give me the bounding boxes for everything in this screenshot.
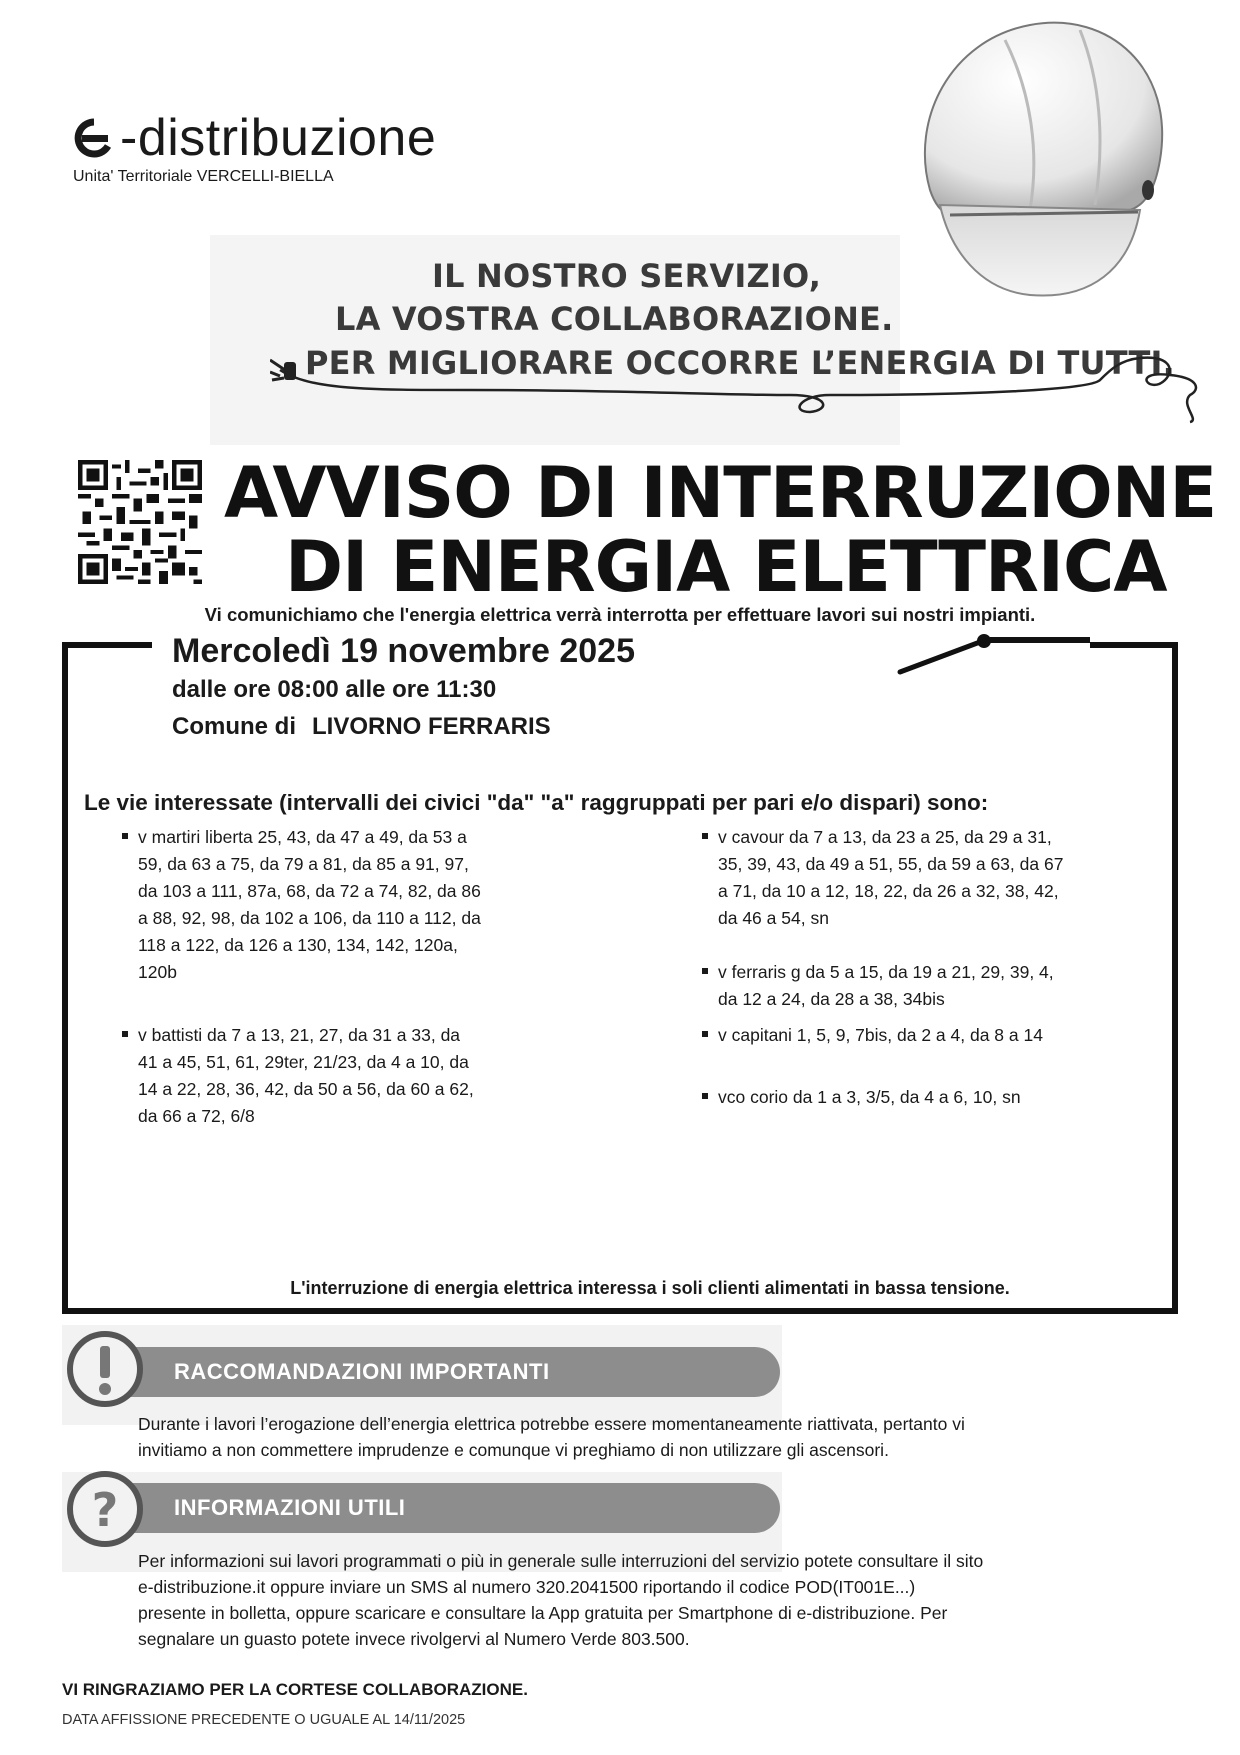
- power-cable-icon: [270, 350, 1210, 430]
- list-item: v cavour da 7 a 13, da 23 a 25, da 29 a 31, 35, 39, 43, da 49 a 51, 55, da 59 a 63, da 67 a 71, da 10 a 12, 18, 22, da 26 a 32, 38, 42, da 46 a 54, sn: [702, 824, 1142, 932]
- bullet-icon: [702, 1093, 708, 1099]
- intro-text: Vi comunichiamo che l'energia elettrica verrà interrotta per effettuare lavori sui nostri impianti.: [204, 604, 1036, 625]
- frame-top-right: [1090, 642, 1178, 648]
- bullet-icon: [702, 1031, 708, 1037]
- territorial-unit: Unita' Territoriale VERCELLI-BIELLA: [73, 168, 334, 185]
- notice-title-line-1: AVVISO DI INTERRUZIONE: [224, 452, 1217, 534]
- e-logo-icon: [72, 116, 116, 160]
- list-item: v capitani 1, 5, 9, 7bis, da 2 a 4, da 8 a 14: [702, 1022, 1142, 1049]
- qr-code[interactable]: [78, 460, 202, 584]
- flashlight-icon: [880, 630, 1100, 680]
- frame-top-left: [62, 642, 152, 648]
- comune-line: [172, 713, 551, 741]
- low-voltage-note: L'interruzione di energia elettrica interessa i soli clienti alimentati in bassa tensione.: [290, 1278, 1010, 1298]
- question-icon: [66, 1470, 144, 1548]
- info-title: INFORMAZIONI UTILI: [174, 1495, 406, 1520]
- thanks-text: VI RINGRAZIAMO PER LA CORTESE COLLABORAZIONE.: [62, 1680, 528, 1699]
- interruption-date: Mercoledì 19 novembre 2025: [172, 632, 636, 670]
- slogan-line-3: PER MIGLIORARE OCCORRE L’ENERGIA DI TUTTI.: [305, 344, 1175, 382]
- recommendations-text: Durante i lavori l’erogazione dell’energia elettrica potrebbe essere momentaneamente riattivata, pertanto vi invitiamo a non commettere imprudenze e comunque vi preghiamo di non utilizzare gli ascensori.: [138, 1414, 965, 1460]
- bullet-icon: [122, 1031, 128, 1037]
- recommendations-title: RACCOMANDAZIONI IMPORTANTI: [174, 1359, 550, 1384]
- company-logo: [72, 108, 436, 168]
- logo-text: -distribuzione: [120, 109, 437, 167]
- interruption-hours: dalle ore 08:00 alle ore 11:30: [172, 676, 497, 703]
- svg-text:?: ?: [91, 1483, 119, 1537]
- bullet-icon: [702, 968, 708, 974]
- slogan-line-1: IL NOSTRO SERVIZIO,: [432, 257, 822, 295]
- list-item: v battisti da 7 a 13, 21, 27, da 31 a 33, da 41 a 45, 51, 61, 29ter, 21/23, da 4 a 10, da 14 a 22, 28, 36, 42, da 50 a 56, da 60 a 62, da 66 a 72, 6/8: [122, 1022, 562, 1130]
- list-item: v ferraris g da 5 a 15, da 19 a 21, 29, 39, 4, da 12 a 24, da 28 a 38, 34bis: [702, 959, 1142, 1013]
- comune-name: LIVORNO FERRARIS: [312, 713, 551, 740]
- streets-heading: Le vie interessate (intervalli dei civici "da" "a" raggruppati per pari e/o dispari) sono:: [84, 790, 989, 815]
- list-item: vco corio da 1 a 3, 3/5, da 4 a 6, 10, sn: [702, 1084, 1142, 1111]
- notice-title-line-2: DI ENERGIA ELETTRICA: [285, 526, 1167, 608]
- bullet-icon: [702, 833, 708, 839]
- info-text: Per informazioni sui lavori programmati o più in generale sulle interruzioni del servizio potete consultare il sito e-distribuzione.it oppure inviare un SMS al numero 320.2041500 riportando il codice POD(IT001E...) presente in bolletta, oppure scaricare e consultare la App gratuita per Smartphone di e-distribuzione. Per segnalare un guasto potete invece rivolgervi al Numero Verde 803.500.: [138, 1551, 984, 1649]
- posting-date: DATA AFFISSIONE PRECEDENTE O UGUALE AL 14/11/2025: [62, 1712, 466, 1728]
- helmet-illustration: [910, 0, 1190, 310]
- comune-label: Comune di: [172, 713, 296, 740]
- slogan-line-2: LA VOSTRA COLLABORAZIONE.: [335, 300, 894, 338]
- exclamation-icon: [66, 1330, 144, 1408]
- list-item: v martiri liberta 25, 43, da 47 a 49, da 53 a 59, da 63 a 75, da 79 a 81, da 85 a 91, 97, da 103 a 111, 87a, 68, da 72 a 74, 82, da 86 a 88, 92, 98, da 102 a 106, da 110 a 112, da 118 a 122, da 126 a 130, 134, 142, 120a, 120b: [122, 824, 562, 986]
- bullet-icon: [122, 833, 128, 839]
